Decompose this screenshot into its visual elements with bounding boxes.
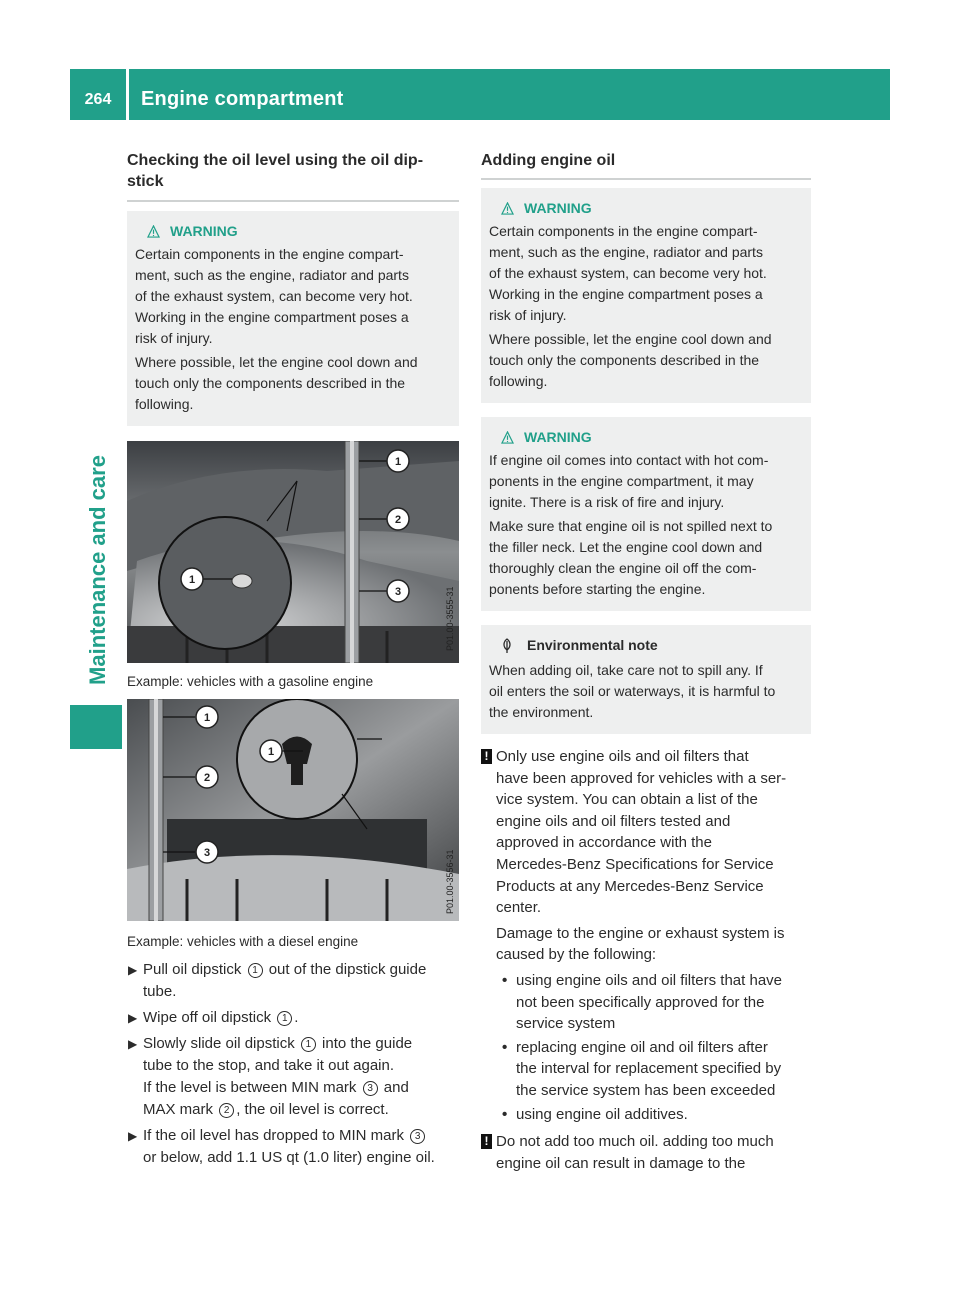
marker-label: 3 <box>203 847 211 859</box>
step-continuation: If the level is between MIN mark 3 and MAX mark 2 , the oil level is correct. <box>143 1079 409 1118</box>
figure-code: P01.00-3555-31 <box>445 586 455 651</box>
warning-text: Certain components in the engine compart- ment, such as the engine, radiator and parts of the exhaust system, can become very hot. Working in the engine compartment poses a risk of injury. <box>135 246 413 346</box>
environmental-note-label: Environmental note <box>527 637 658 653</box>
environmental-note-box <box>481 625 811 734</box>
marker-label: 1 <box>267 746 275 758</box>
warning-label: WARNING <box>524 429 592 445</box>
environmental-note-header <box>489 635 803 656</box>
header-divider <box>126 69 129 120</box>
list-item: • replacing engine oil and oil filters after the interval for replacement specified by the service system has been exceeded <box>496 1037 811 1102</box>
side-tab-label: Maintenance and care <box>85 455 110 685</box>
important-note <box>481 1131 811 1174</box>
left-heading: Checking the oil level using the oil dip- stick <box>127 152 424 190</box>
warning-label: WARNING <box>170 223 238 239</box>
marker-symbol: 1 <box>277 1011 292 1026</box>
marker-label: 2 <box>394 514 402 526</box>
right-column <box>481 150 811 1178</box>
leaf-icon <box>501 638 513 654</box>
environmental-note-text: When adding oil, take care not to spill any. If oil enters the soil or waterways, it is harmful to the environment. <box>489 662 776 720</box>
list-item: • using engine oils and oil filters that have not been specifically approved for the service system <box>496 970 811 1035</box>
marker-label: 2 <box>203 772 211 784</box>
section-title: Engine compartment <box>141 88 344 110</box>
page-header <box>70 69 890 120</box>
note-text: Damage to the engine or exhaust system is caused by the following: <box>496 924 785 964</box>
right-heading: Adding engine oil <box>481 152 616 169</box>
warning-triangle-icon <box>501 202 514 215</box>
step-item: ▶ Wipe off oil dipstick 1 . <box>127 1007 459 1029</box>
warning-triangle-icon <box>501 431 514 444</box>
warning-box <box>481 188 811 403</box>
figure-code: P01.00-3556-31 <box>445 849 455 914</box>
note-text: Do not add too much oil. adding too much engine oil can result in damage to the <box>496 1133 774 1172</box>
arrow-icon: ▶ <box>128 1037 138 1051</box>
marker-label: 1 <box>394 456 402 468</box>
step-item: ▶ Pull oil dipstick 1 out of the dipstick guide tube. <box>128 961 427 1000</box>
page-number: 264 <box>84 91 112 108</box>
arrow-icon: ▶ <box>128 963 138 977</box>
bullet-list <box>496 970 811 1125</box>
exclamation-icon: ! <box>481 749 492 764</box>
marker-symbol: 3 <box>363 1081 378 1096</box>
exclamation-icon: ! <box>481 1134 492 1149</box>
warning-text: Where possible, let the engine cool down and touch only the components described in the following. <box>489 331 772 389</box>
heading-rule <box>481 178 811 180</box>
marker-label: 3 <box>394 586 402 598</box>
marker-label: 1 <box>188 574 196 586</box>
step-list <box>127 959 459 1169</box>
arrow-icon: ▶ <box>128 1011 138 1025</box>
diesel-engine-photo <box>127 699 459 921</box>
marker-symbol: 1 <box>301 1037 316 1052</box>
warning-text: Certain components in the engine compart- ment, such as the engine, radiator and parts of the exhaust system, can become very hot. Working in the engine compartment poses a risk of injury. <box>489 223 767 323</box>
gasoline-engine-photo <box>127 441 459 663</box>
heading-rule <box>127 200 459 202</box>
marker-symbol: 3 <box>410 1129 425 1144</box>
figure-caption: Example: vehicles with a diesel engine <box>127 934 359 949</box>
left-column <box>127 150 459 1173</box>
marker-symbol: 2 <box>219 1103 234 1118</box>
warning-label: WARNING <box>524 200 592 216</box>
warning-text: If engine oil comes into contact with hot com- ponents in the engine compartment, it may ignite. There is a risk of fire and injury. <box>489 452 769 510</box>
warning-box <box>481 417 811 611</box>
warning-header <box>489 427 803 448</box>
figure-caption: Example: vehicles with a gasoline engine <box>127 674 374 689</box>
warning-text: Make sure that engine oil is not spilled next to the filler neck. Let the engine cool down and thoroughly clean the engine oil off the com- ponents before starting the engine. <box>489 518 773 597</box>
step-item: ▶ Slowly slide oil dipstick 1 into the guide tube to the stop, and take it out again. If the level is between MIN mark 3 and MAX mark 2 , the oil level is correct. <box>127 1033 459 1121</box>
warning-triangle-icon <box>147 225 160 238</box>
side-tab-marker <box>70 705 122 749</box>
marker-label: 1 <box>203 712 211 724</box>
marker-symbol: 1 <box>248 963 263 978</box>
arrow-icon: ▶ <box>128 1129 138 1143</box>
note-text: Only use engine oils and oil filters that have been approved for vehicles with a ser- vice system. You can obtain a list of the engine oils and oil filters tested and approved in accordance with the Mercedes-Benz Specifications for Service Products at any Mercedes-Benz Service center. <box>496 748 787 917</box>
important-note <box>481 746 811 1125</box>
warning-box <box>127 211 459 426</box>
list-item: • using engine oil additives. <box>496 1104 811 1126</box>
step-item: ▶ If the oil level has dropped to MIN mark 3 or below, add 1.1 US qt (1.0 liter) engine oil. <box>128 1127 435 1166</box>
warning-header <box>489 198 803 219</box>
warning-text: Where possible, let the engine cool down and touch only the components described in the following. <box>135 354 418 412</box>
warning-header <box>135 221 451 242</box>
